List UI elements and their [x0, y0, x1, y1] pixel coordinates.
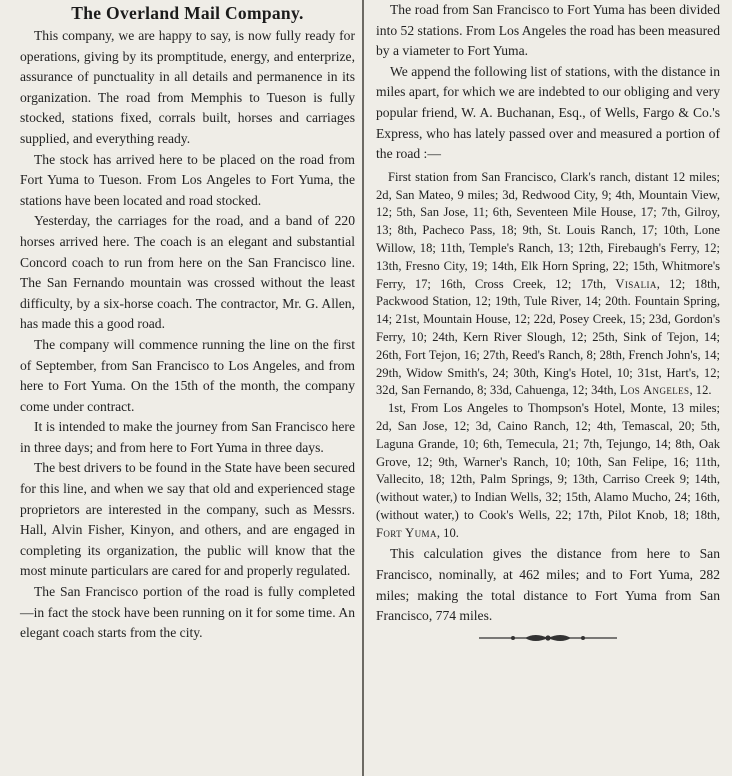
station-text: , 10.	[436, 525, 459, 540]
station-list-los-angeles	[376, 400, 720, 542]
paragraph: The best drivers to be found in the State have been secured for this line, and when we say that old and experienced stage proprietors are interested in the company, such as Messrs. Hall, Alvin Fisher, Kinyon, and others, and are engaged in completing its organization, the public will know that the most minute particulars are cared for and properly regulated.	[20, 460, 355, 579]
paragraph: The company will commence running the line on the first of September, from San Francisco to Los Angeles, and from here to Fort Yuma. On the 15th of the month, the company come under contract.	[20, 336, 355, 414]
station-list	[376, 169, 720, 543]
station-text: First station from San Francisco, Clark's ranch, distant 12 miles; 2d, San Mateo, 9 miles; 3d, Redwood City, 9; 4th, Mountain View, 12; 5th, San Jose, 11; 6th, Seventeen Mile House, 17; 7th, Gilroy, 13; 8th, Pacheco Pass, 18; 9th, St. Louis Ranch, 17; 10th, Lone Willow, 18; 11th, Temple's Ranch, 13; 12th, Firebaugh's Ferry, 12; 13th, Fresno City, 19; 14th, Elk Horn Spring, 22; 15th, Whitmore's Ferry, 17; 16th, Cross Creek, 12; 17th,	[376, 169, 720, 291]
station-text: 1st, From Los Angeles to Thompson's Hotel, Monte, 13 miles; 2d, San Jose, 12; 3d, Caino Ranch, 12; 4th, Temascal, 20; 5th, Laguna Grande, 10; 6th, Temecula, 21; 7th, Tejungo, 14; 8th, Oak Grove, 12; 9th, Warner's Ranch, 10; 10th, San Felipe, 16; 11th, Vallecito, 18; 12th, Palm Springs, 9; 13th, Carriso Creek 9; 14th, (without water,) to Indian Wells, 32; 15th, Alamo Mucho, 24; 16th, (without water,) to Cook's Wells, 22; 17th, Pilot Knob, 18; 18th,	[376, 401, 720, 522]
left-column	[0, 0, 362, 776]
station-text: , 12.	[689, 383, 712, 398]
station-list-san-francisco	[376, 169, 720, 400]
paragraph: This company, we are happy to say, is now fully ready for operations, giving by its promptitude, energy, and enterprize, assurance of punctuality in all details and permanence in its organization. The road from Memphis to Tueson is fully stocked, stations fixed, corrals built, horses and carriages supplied, and everything ready.	[20, 28, 355, 146]
paragraph: The San Francisco portion of the road is fully completed—in fact the stock have been running on it for some time. An elegant coach starts from the city.	[20, 584, 355, 641]
paragraph: The stock has arrived here to be placed on the road from Fort Yuma to Tueson. From Los Angeles to Fort Yuma, the stations have been located and road stocked.	[20, 151, 355, 208]
station-los-angeles: Los Angeles	[619, 383, 690, 398]
column-rule	[362, 0, 364, 776]
paragraph: The road from San Francisco to Fort Yuma has been divided into 52 stations. From Los Angeles the road has been measured by a viameter to Fort Yuma.	[376, 2, 720, 59]
right-column	[366, 0, 732, 776]
station-fort-yuma: Fort Yuma	[376, 525, 437, 540]
closing-paragraph: This calculation gives the distance from here to San Francisco, nominally, at 462 miles; and to Fort Yuma, 282 miles; making the total distance to Fort Yuma from San Francisco, 774 miles.	[376, 546, 720, 624]
paragraph: We append the following list of stations, with the distance in miles apart, for which we are indebted to our obliging and very popular friend, W. A. Buchanan, Esq., of Wells, Fargo & Co.'s Express, who has lately passed over and measured a portion of the road :—	[376, 63, 720, 162]
station-text: , 12; 18th, Packwood Station, 12; 19th, Tule River, 14; 20th. Fountain Spring, 14; 21st, Mountain House, 12; 22d, Posey Creek, 15; 23d, Gordon's Ferry, 10; 24th, Kern River Slough, 12; 25th, Sink of Tejon, 14; 26th, Fort Tejon, 16; 27th, Reed's Ranch, 8; 28th, French John's, 14; 29th, Widow Smith's, 24; 30th, King's Hotel, 10; 31st, Hart's, 12; 32d, San Fernando, 8; 33d, Cahuenga, 12; 34th,	[376, 276, 721, 398]
paragraph: It is intended to make the journey from San Francisco here in three days; and from here to Fort Yuma in three days.	[20, 419, 355, 455]
article-title: The Overland Mail Company.	[71, 3, 304, 23]
station-visalia: Visalia	[615, 276, 657, 291]
paragraph: Yesterday, the carriages for the road, and a band of 220 horses arrived here. The coach is an elegant and substantial Concord coach to run from here on the San Francisco line. The San Fernando mountain was crossed without the least difficulty, by a six-horse coach. The contractor, Mr. G. Allen, has made this a good road.	[20, 213, 355, 332]
decorative-rule-ornament-icon	[473, 631, 623, 645]
